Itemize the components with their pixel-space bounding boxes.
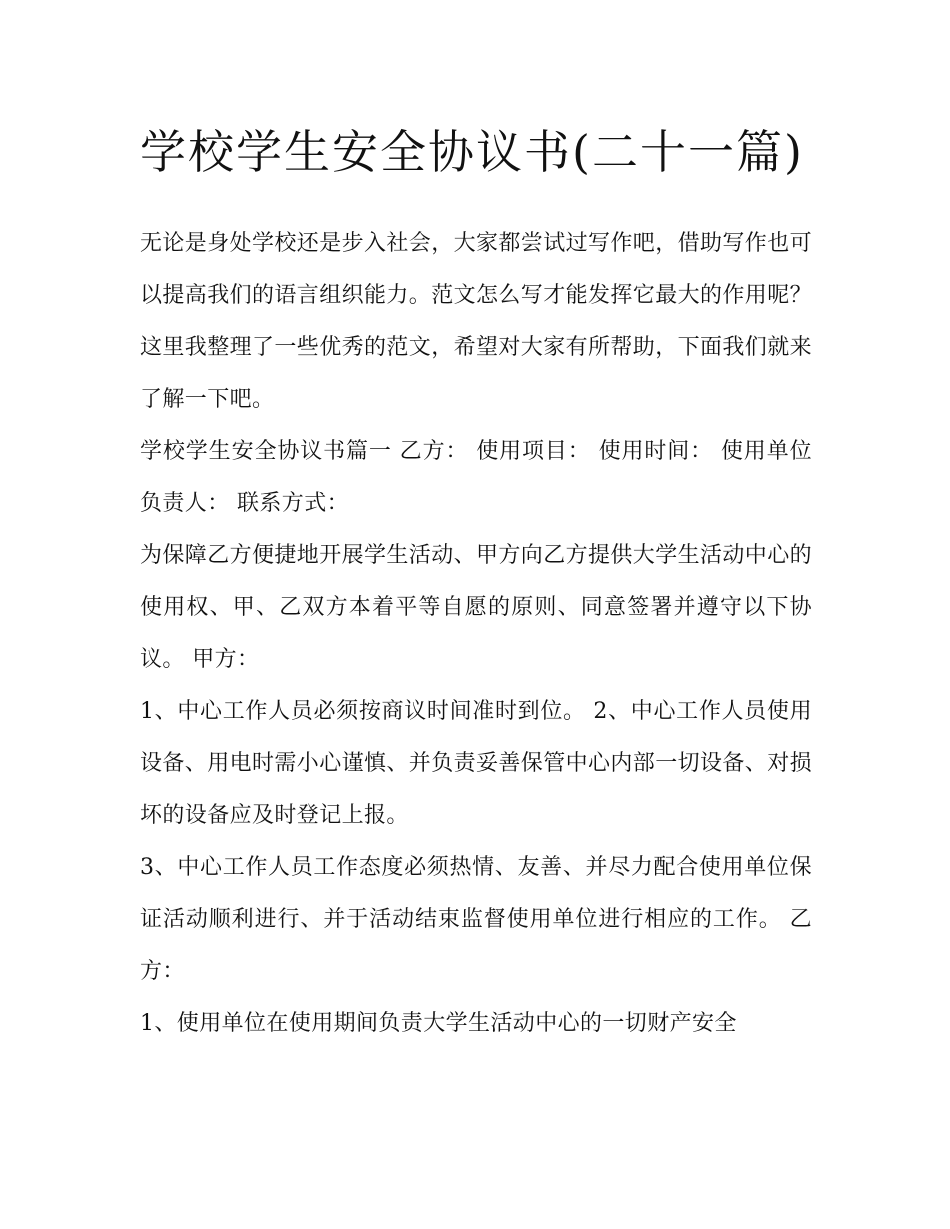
paragraph-party-b-clause-1: 1、使用单位在使用期间负责大学生活动中心的一切财产安全 <box>140 1011 737 1036</box>
paragraph-purpose: 为保障乙方便捷地开展学生活动、甲方向乙方提供大学生活动中心的使用权、甲、乙双方本着平等自愿的原则、同意签署并遵守以下协议。 甲方： <box>140 543 813 672</box>
paragraph-party-a-clause-3: 3、中心工作人员工作态度必须热情、友善、并尽力配合使用单位保证活动顺利进行、并于活动结束监督使用单位进行相应的工作。 乙方： <box>140 855 812 984</box>
document-page <box>140 112 812 1050</box>
paragraph-party-a-clauses-1-2: 1、中心工作人员必须按商议时间准时到位。 2、中心工作人员使用设备、用电时需小心谨慎、并负责妥善保管中心内部一切设备、对损坏的设备应及时登记上报。 <box>140 699 813 828</box>
paragraph-agreement-header: 学校学生安全协议书篇一 乙方： 使用项目： 使用时间： 使用单位负责人： 联系方式： <box>140 439 812 516</box>
paragraph-intro: 无论是身处学校还是步入社会，大家都尝试过写作吧，借助写作也可以提高我们的语言组织能力。范文怎么写才能发挥它最大的作用呢？这里我整理了一些优秀的范文，希望对大家有所帮助，下面我们就来了解一下吧。 <box>140 231 813 412</box>
document-title: 学校学生安全协议书(二十一篇) <box>140 125 804 179</box>
